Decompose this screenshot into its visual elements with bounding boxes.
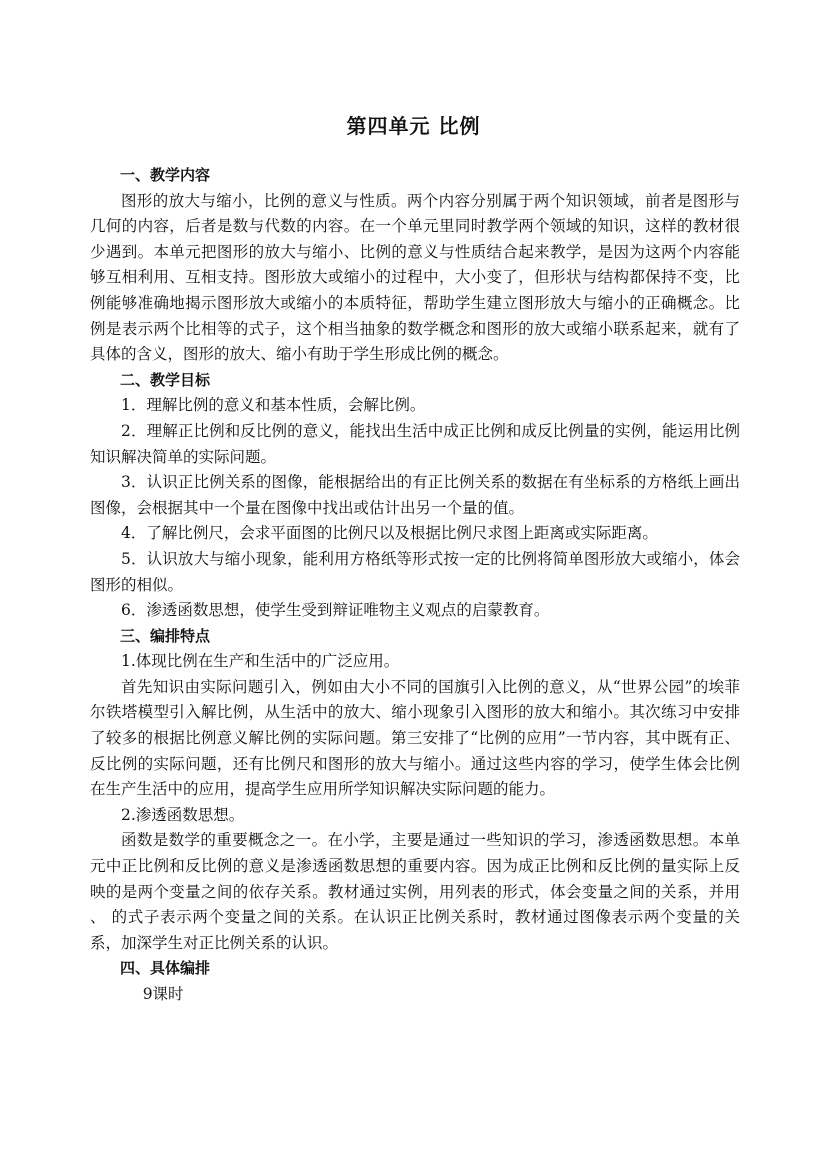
page-title: 第四单元 比例 — [346, 114, 481, 138]
list-item: 2．理解正比例和反比例的意义，能找出生活中成正比例和成反比例量的实例，能运用比例知识解决简单的实际问题。 — [90, 421, 740, 466]
class-hours: 9课时 — [142, 985, 184, 1003]
document-body — [90, 163, 740, 1008]
list-item: 5．认识放大与缩小现象，能利用方格纸等形式按一定的比例将简单图形放大或缩小，体会图形的相似。 — [90, 549, 740, 594]
paragraph: 函数是数学的重要概念之一。在小学，主要是通过一些知识的学习，渗透函数思想。本单元中正比例和反比例的意义是渗透函数思想的重要内容。因为成正比例和反比例的量实际上反映的是两个变量之间的依存关系。教材通过实例，用列表的形式，体会变量之间的关系，并用 、 的式子表示两个变量之间的关系。在认识正比例关系时，教材通过图像表示两个变量的关系，加深学生对正比例关系的认识。 — [90, 831, 740, 952]
list-item: 3．认识正比例关系的图像，能根据给出的有正比例关系的数据在有坐标系的方格纸上画出图像，会根据其中一个量在图像中找出或估计出另一个量的值。 — [90, 473, 740, 517]
list-item: 1．理解比例的意义和基本性质，会解比例。 — [121, 396, 426, 415]
list-item: 4．了解比例尺，会求平面图的比例尺以及根据比例尺求图上距离或实际距离。 — [121, 524, 658, 543]
subheading: 2.渗透函数思想。 — [121, 805, 245, 824]
section-heading: 四、具体编排 — [120, 959, 211, 978]
subheading: 1.体现比例在生产和生活中的广泛应用。 — [121, 652, 400, 671]
section-heading: 三、编排特点 — [120, 626, 211, 645]
paragraph: 首先知识由实际问题引入，例如由大小不同的国旗引入比例的意义，从“世界公园”的埃菲尔铁塔模型引入解比例，从生活中的放大、缩小现象引入图形的放大和缩小。其次练习中安排了较多的根据比例意义解比例的实际问题。第三安排了“比例的应用”一节内容，其中既有正、反比例的实际问题，还有比例尺和图形的放大与缩小。通过这些内容的学习，使学生体会比例在生产生活中的应用，提高学生应用所学知识解决实际问题的能力。 — [90, 677, 740, 799]
section-heading: 一、教学内容 — [120, 166, 211, 184]
section-heading: 二、教学目标 — [120, 370, 211, 389]
paragraph: 图形的放大与缩小，比例的意义与性质。两个内容分别属于两个知识领域，前者是图形与几何的内容，后者是数与代数的内容。在一个单元里同时教学两个领域的知识，这样的教材很少遇到。本单元把图形的放大与缩小、比例的意义与性质结合起来教学，是因为这两个内容能够互相利用、互相支持。图形放大或缩小的过程中，大小变了，但形状与结构都保持不变，比例能够准确地揭示图形放大或缩小的本质特征，帮助学生建立图形放大与缩小的正确概念。比例是表示两个比相等的式子，这个相当抽象的数学概念和图形的放大或缩小联系起来，就有了具体的含义，图形的放大、缩小有助于学生形成比例的概念。 — [90, 191, 740, 364]
list-item: 6．渗透函数思想，使学生受到辩证唯物主义观点的启蒙教育。 — [121, 601, 550, 620]
